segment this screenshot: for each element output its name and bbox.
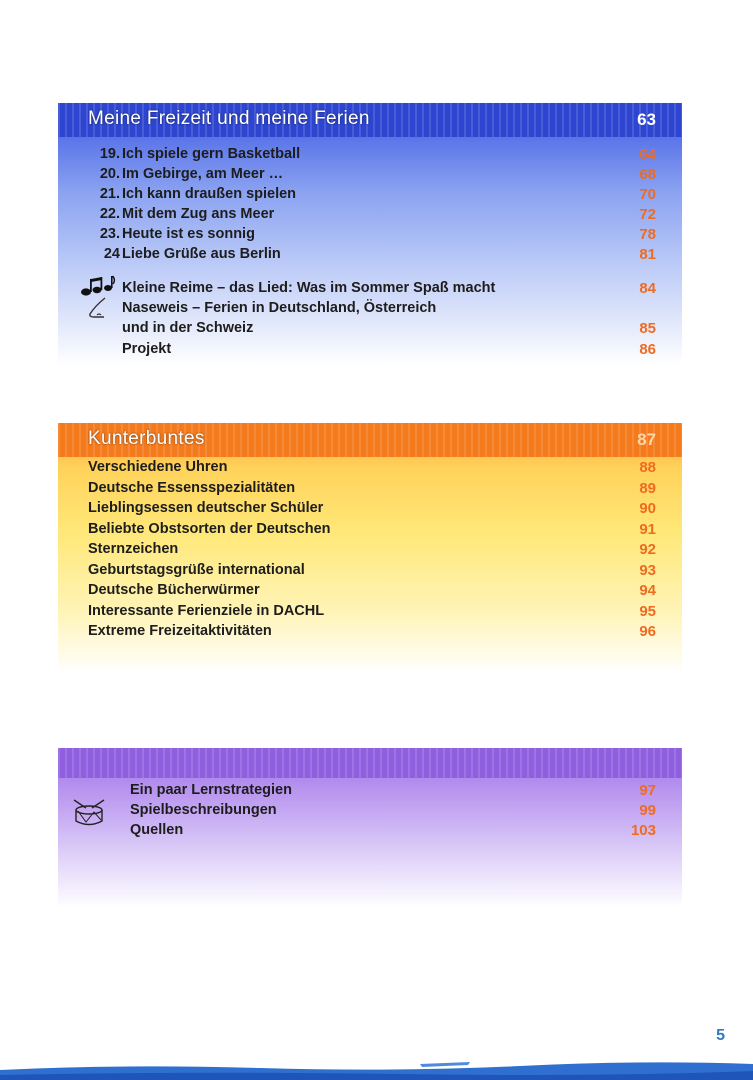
section-title: Kunterbuntes bbox=[88, 428, 205, 449]
toc-entry[interactable] bbox=[58, 246, 682, 266]
section-title: Meine Freizeit und meine Ferien bbox=[88, 108, 370, 129]
toc-entry[interactable] bbox=[58, 341, 682, 361]
item-page: 94 bbox=[639, 582, 656, 599]
lesson-number: 24 bbox=[103, 246, 120, 262]
item-title: Lieblingsessen deutscher Schüler bbox=[88, 500, 324, 516]
section-header-kunterbuntes bbox=[58, 423, 682, 457]
lesson-page: 78 bbox=[639, 226, 656, 243]
decorative-brush-stripe bbox=[0, 1056, 753, 1080]
lesson-page: 70 bbox=[639, 186, 656, 203]
lesson-title: Ich spiele gern Basketball bbox=[122, 146, 301, 162]
lesson-number: 22. bbox=[99, 206, 120, 222]
item-title: Deutsche Bücherwürmer bbox=[88, 582, 260, 598]
toc-entry[interactable] bbox=[58, 480, 682, 500]
toc-entry[interactable] bbox=[58, 166, 682, 186]
lesson-number: 20. bbox=[99, 166, 120, 182]
toc-entry[interactable] bbox=[58, 582, 682, 602]
lesson-title: Liebe Grüße aus Berlin bbox=[122, 246, 281, 262]
toc-entry[interactable] bbox=[58, 146, 682, 166]
section-page-number: 63 bbox=[637, 110, 656, 129]
page-folio: 5 bbox=[716, 1027, 725, 1044]
lesson-number: 19. bbox=[99, 146, 120, 162]
toc-entry[interactable] bbox=[58, 562, 682, 582]
item-title: Sternzeichen bbox=[88, 541, 179, 557]
extra-page: 85 bbox=[639, 320, 656, 337]
toc-entry[interactable] bbox=[58, 782, 682, 802]
item-page: 99 bbox=[639, 802, 656, 819]
item-page: 103 bbox=[630, 822, 656, 839]
toc-entry[interactable] bbox=[58, 802, 682, 822]
lesson-number: 23. bbox=[99, 226, 120, 242]
lesson-page: 81 bbox=[639, 246, 656, 263]
toc-entry[interactable] bbox=[58, 206, 682, 226]
item-title: Interessante Ferienziele in DACHL bbox=[88, 603, 325, 619]
item-title: Geburtstagsgrüße international bbox=[88, 562, 305, 578]
item-page: 89 bbox=[639, 480, 656, 497]
extra-title: Naseweis – Ferien in Deutschland, Österreich bbox=[122, 300, 437, 316]
toc-entry[interactable] bbox=[58, 500, 682, 520]
section-appendix bbox=[58, 748, 682, 908]
lesson-page: 68 bbox=[639, 166, 656, 183]
item-title: Extreme Freizeitaktivitäten bbox=[88, 623, 272, 639]
toc-entry[interactable] bbox=[58, 623, 682, 643]
toc-entry[interactable] bbox=[58, 186, 682, 206]
toc-entry[interactable] bbox=[58, 459, 682, 479]
lesson-title: Mit dem Zug ans Meer bbox=[122, 206, 275, 222]
item-title: Quellen bbox=[130, 822, 184, 838]
lesson-title: Heute ist es sonnig bbox=[122, 226, 255, 242]
extra-page: 84 bbox=[639, 280, 656, 297]
item-page: 96 bbox=[639, 623, 656, 640]
toc-entry[interactable] bbox=[58, 320, 682, 340]
lesson-page: 72 bbox=[639, 206, 656, 223]
toc-entry[interactable] bbox=[58, 280, 682, 300]
item-title: Spielbeschreibungen bbox=[130, 802, 277, 818]
extra-title: Projekt bbox=[122, 341, 172, 357]
item-page: 95 bbox=[639, 603, 656, 620]
toc-entry[interactable] bbox=[58, 822, 682, 842]
toc-entry[interactable] bbox=[58, 603, 682, 623]
section-freizeit-ferien bbox=[58, 103, 682, 365]
item-title: Verschiedene Uhren bbox=[88, 459, 228, 475]
extra-title: Kleine Reime – das Lied: Was im Sommer Spaß macht bbox=[122, 280, 496, 296]
toc-entry[interactable] bbox=[58, 226, 682, 246]
extra-title: und in der Schweiz bbox=[122, 320, 254, 336]
item-title: Ein paar Lernstrategien bbox=[130, 782, 292, 798]
section-page-number: 87 bbox=[637, 430, 656, 449]
item-page: 92 bbox=[639, 541, 656, 558]
section-header-freizeit bbox=[58, 103, 682, 137]
extra-page: 86 bbox=[639, 341, 656, 358]
item-title: Beliebte Obstsorten der Deutschen bbox=[88, 521, 331, 537]
lesson-title: Ich kann draußen spielen bbox=[122, 186, 297, 202]
toc-entry[interactable] bbox=[58, 521, 682, 541]
section-kunterbuntes bbox=[58, 423, 682, 673]
item-page: 97 bbox=[639, 782, 656, 799]
lesson-number: 21. bbox=[99, 186, 120, 202]
lesson-title: Im Gebirge, am Meer … bbox=[122, 166, 284, 182]
item-title: Deutsche Essensspezialitäten bbox=[88, 480, 296, 496]
lesson-page: 64 bbox=[639, 146, 656, 163]
item-page: 88 bbox=[639, 459, 656, 476]
toc-entry[interactable] bbox=[58, 541, 682, 561]
item-page: 91 bbox=[639, 521, 656, 538]
item-page: 93 bbox=[639, 562, 656, 579]
item-page: 90 bbox=[639, 500, 656, 517]
section-header-appendix bbox=[58, 748, 682, 778]
toc-entry[interactable] bbox=[58, 300, 682, 320]
